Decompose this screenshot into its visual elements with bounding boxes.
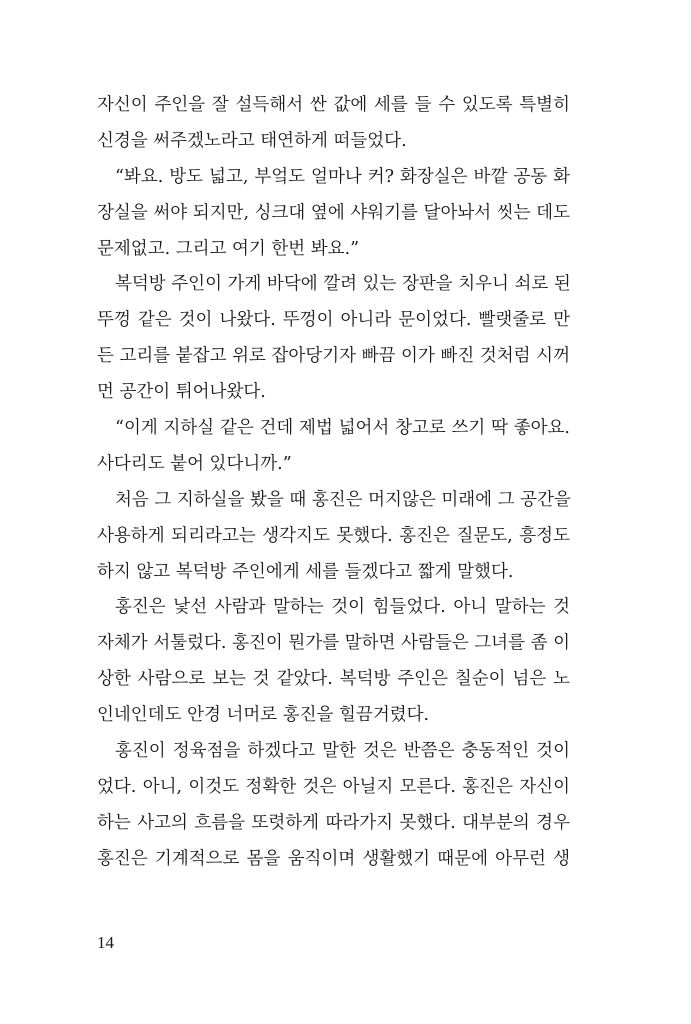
text-line: 먼 공간이 튀어나왔다. [97,382,266,403]
page-number: 14 [97,933,114,952]
text-line: 사용하게 되리라고는 생각지도 못했다. 홍진은 질문도, 흥정도 [97,525,570,546]
text-line: 신경을 써주겠노라고 태연하게 떠들었다. [97,130,407,151]
text-line: 홍진은 낯선 사람과 말하는 것이 힘들었다. 아니 말하는 것 [115,597,570,618]
text-line: “이게 지하실 같은 건데 제법 넓어서 창고로 쓰기 딱 좋아요. [115,418,570,439]
text-line: 자신이 주인을 잘 설득해서 싼 값에 세를 들 수 있도록 특별히 [97,95,570,115]
text-line: 문제없고. 그리고 여기 한번 봐요.” [97,238,360,259]
text-line: 뚜껑 같은 것이 나왔다. 뚜껑이 아니라 문이었다. 빨랫줄로 만 [97,310,570,331]
text-line: 사다리도 붙어 있다니까.” [97,453,292,474]
text-line: 하지 않고 복덕방 주인에게 세를 들겠다고 짧게 말했다. [97,561,514,582]
text-line: 든 고리를 붙잡고 위로 잡아당기자 빠끔 이가 빠진 것처럼 시꺼 [97,346,570,367]
text-line: 홍진이 정육점을 하겠다고 말한 것은 반쯤은 충동적인 것이 [115,741,570,762]
text-line: 복덕방 주인이 가게 바닥에 깔려 있는 장판을 치우니 쇠로 된 [115,274,571,295]
text-line: 하는 사고의 흐름을 또렷하게 따라가지 못했다. 대부분의 경우 [97,812,570,833]
body-text [97,88,570,878]
text-line: 처음 그 지하실을 봤을 때 홍진은 머지않은 미래에 그 공간을 [115,489,571,510]
text-line: 었다. 아니, 이것도 정확한 것은 아닐지 모른다. 홍진은 자신이 [97,776,570,797]
text-line: 자체가 서툴렀다. 홍진이 뭔가를 말하면 사람들은 그녀를 좀 이 [97,633,570,654]
text-line: 홍진은 기계적으로 몸을 움직이며 생활했기 때문에 아무런 생 [97,848,570,869]
text-line: 인네인데도 안경 너머로 홍진을 힐끔거렸다. [97,705,430,726]
text-line: 장실을 써야 되지만, 싱크대 옆에 샤워기를 달아놔서 씻는 데도 [97,202,570,223]
text-line: “봐요. 방도 넓고, 부엌도 얼마나 커? 화장실은 바깥 공동 화 [115,166,570,187]
text-line: 상한 사람으로 보는 것 같았다. 복덕방 주인은 칠순이 넘은 노 [97,669,570,690]
